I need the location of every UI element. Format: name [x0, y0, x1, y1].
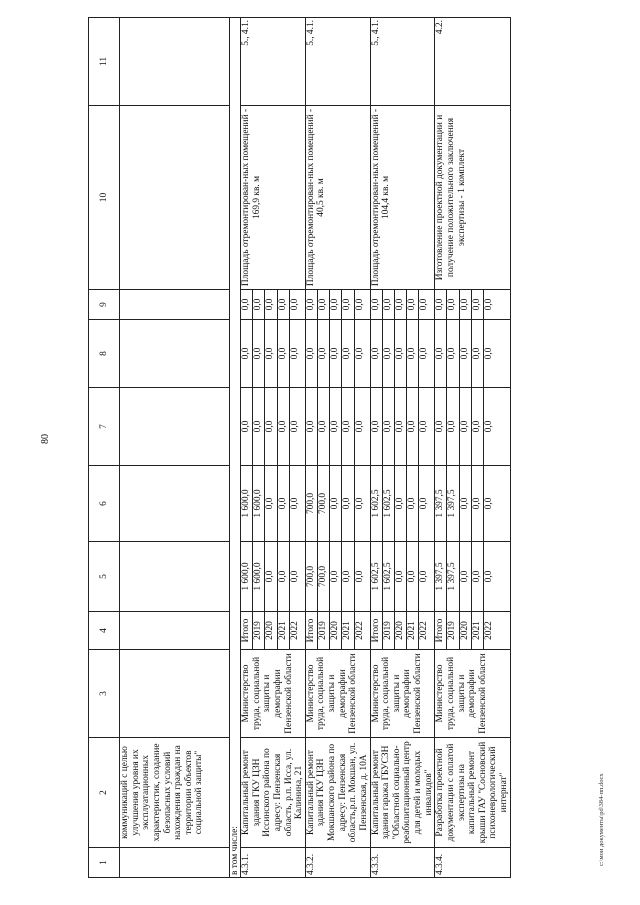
value-cell: 0,0: [241, 320, 253, 387]
col-header: 8: [89, 320, 120, 388]
table-row: [241, 18, 306, 878]
task-ref: 5., 4.1.: [370, 18, 435, 106]
values-c5: [241, 542, 306, 612]
value-cell: 2019: [318, 612, 330, 649]
col-header: 7: [89, 388, 120, 466]
task-ref: 4.2.: [435, 18, 510, 106]
value-cell: 0,0: [289, 298, 300, 311]
value-cell: 0,0: [460, 466, 472, 541]
value-cell: 1 602,5: [371, 466, 383, 541]
indicator: Изготовление проектной документации и получение положительного заключения экспертизы - 1 комплект: [435, 106, 510, 290]
value-cell: Итого: [371, 612, 383, 649]
value-cell: 0,0: [484, 497, 494, 510]
values-years: [435, 612, 510, 650]
col-header: 3: [89, 650, 120, 738]
value-cell: 0,0: [330, 320, 342, 387]
col-header: 9: [89, 290, 120, 320]
value-cell: 2019: [383, 612, 395, 649]
value-cell: 0,0: [395, 542, 407, 611]
values-c9: [241, 290, 306, 320]
value-cell: 700,0: [306, 466, 318, 541]
executor: Министерство труда, социальной защиты и демографии Пензенской области: [241, 650, 306, 738]
values-c6: [305, 466, 370, 542]
value-cell: 0,0: [371, 388, 383, 465]
value-cell: 0,0: [318, 388, 330, 465]
values-c7: [241, 388, 306, 466]
values-years: [305, 612, 370, 650]
value-cell: 0,0: [460, 320, 472, 387]
col-header: 6: [89, 466, 120, 542]
value-cell: 0,0: [354, 298, 365, 311]
value-cell: 2019: [447, 612, 459, 649]
values-years: [241, 612, 306, 650]
row-number: 4.3.3.: [370, 848, 435, 878]
value-cell: 0,0: [472, 542, 484, 611]
value-cell: 0,0: [371, 320, 383, 387]
value-cell: 0,0: [407, 290, 419, 319]
value-cell: 2022: [419, 621, 430, 640]
value-cell: 0,0: [354, 570, 365, 583]
value-cell: Итого: [306, 612, 318, 649]
value-cell: 1 600,0: [241, 466, 253, 541]
executor: Министерство труда, социальной защиты и демографии Пензенской области: [435, 650, 510, 738]
value-cell: 2020: [330, 612, 342, 649]
value-cell: 0,0: [342, 542, 354, 611]
value-cell: 1 602,5: [371, 542, 383, 611]
value-cell: 0,0: [330, 542, 342, 611]
value-cell: 0,0: [342, 320, 354, 387]
col-header: 10: [89, 106, 120, 290]
value-cell: 0,0: [330, 388, 342, 465]
value-cell: 0,0: [318, 290, 330, 319]
value-cell: 0,0: [484, 420, 494, 433]
value-cell: 700,0: [318, 466, 330, 541]
value-cell: 0,0: [407, 542, 419, 611]
values-c9: [435, 290, 510, 320]
value-cell: 700,0: [318, 542, 330, 611]
value-cell: 0,0: [265, 320, 277, 387]
value-cell: 2020: [265, 612, 277, 649]
value-cell: Итого: [241, 612, 253, 649]
value-cell: 0,0: [265, 466, 277, 541]
value-cell: 0,0: [253, 290, 265, 319]
col-header: 11: [89, 18, 120, 106]
value-cell: 0,0: [407, 388, 419, 465]
value-cell: 0,0: [278, 388, 290, 465]
value-cell: 0,0: [306, 320, 318, 387]
value-cell: 0,0: [265, 388, 277, 465]
col-header: 4: [89, 612, 120, 650]
value-cell: 0,0: [241, 290, 253, 319]
value-cell: 0,0: [289, 570, 300, 583]
measure-name: Разработка проектной документации с оплатой экспертизы на капитальный ремонт крыши ГАУ "Сосновский психоневрологический интернат": [435, 738, 510, 848]
value-cell: 1 397,5: [447, 466, 459, 541]
values-years: [370, 612, 435, 650]
value-cell: 2021: [342, 612, 354, 649]
table-row: [435, 18, 510, 878]
value-cell: 0,0: [289, 347, 300, 360]
value-cell: 0,0: [342, 388, 354, 465]
value-cell: 0,0: [435, 388, 447, 465]
task-ref: 5., 4.1.: [241, 18, 306, 106]
value-cell: 0,0: [383, 290, 395, 319]
value-cell: 0,0: [383, 320, 395, 387]
row-number: 4.3.2.: [305, 848, 370, 878]
value-cell: 2022: [289, 621, 300, 640]
value-cell: 0,0: [289, 497, 300, 510]
value-cell: 0,0: [342, 466, 354, 541]
value-cell: 700,0: [306, 542, 318, 611]
value-cell: 0,0: [265, 542, 277, 611]
value-cell: 2022: [354, 621, 365, 640]
value-cell: 0,0: [395, 320, 407, 387]
value-cell: 0,0: [330, 290, 342, 319]
value-cell: 1 602,5: [383, 542, 395, 611]
program-table: [88, 17, 511, 878]
value-cell: 0,0: [330, 466, 342, 541]
row-number: 4.3.1.: [241, 848, 306, 878]
values-c6: [241, 466, 306, 542]
value-cell: 0,0: [342, 290, 354, 319]
indicator: Площадь отремонтирован-ных помещений - 169,9 кв. м: [241, 106, 306, 290]
value-cell: 0,0: [371, 290, 383, 319]
footer-path: c:\мои документы\pd\384-пп.docx: [598, 773, 605, 866]
value-cell: 0,0: [265, 290, 277, 319]
table-row: [370, 18, 435, 878]
indicator: Площадь отремонтирован-ных помещений - 104,4 кв. м: [370, 106, 435, 290]
value-cell: 0,0: [419, 347, 430, 360]
measure-name: Капитальный ремонт здания гаража ГБУСЗН "Областной социально-реабилитационный центр для детей и молодых инвалидов": [370, 738, 435, 848]
value-cell: 0,0: [306, 290, 318, 319]
values-c8: [370, 320, 435, 388]
values-c7: [435, 388, 510, 466]
value-cell: 0,0: [253, 388, 265, 465]
value-cell: 0,0: [419, 298, 430, 311]
value-cell: 0,0: [289, 420, 300, 433]
col-header: 1: [89, 848, 120, 878]
value-cell: 1 397,5: [435, 542, 447, 611]
value-cell: 0,0: [435, 320, 447, 387]
values-c6: [370, 466, 435, 542]
value-cell: 0,0: [253, 320, 265, 387]
value-cell: 2021: [407, 612, 419, 649]
values-c5: [435, 542, 510, 612]
value-cell: 0,0: [354, 420, 365, 433]
value-cell: 0,0: [354, 497, 365, 510]
value-cell: 0,0: [460, 542, 472, 611]
table-row: [305, 18, 370, 878]
value-cell: 0,0: [472, 388, 484, 465]
subheading-row: [230, 18, 241, 878]
value-cell: 0,0: [460, 388, 472, 465]
intro-row: [120, 18, 230, 878]
indicator: Площадь отремонтирован-ных помещений - 40,5 кв. м: [305, 106, 370, 290]
values-c5: [370, 542, 435, 612]
values-c8: [241, 320, 306, 388]
value-cell: 0,0: [460, 290, 472, 319]
value-cell: 0,0: [278, 290, 290, 319]
value-cell: 0,0: [395, 466, 407, 541]
value-cell: 0,0: [395, 290, 407, 319]
values-c8: [305, 320, 370, 388]
value-cell: 2021: [472, 612, 484, 649]
value-cell: 1 397,5: [447, 542, 459, 611]
values-c9: [370, 290, 435, 320]
page-number: 80: [40, 434, 51, 444]
value-cell: 0,0: [241, 388, 253, 465]
value-cell: 0,0: [306, 388, 318, 465]
value-cell: Итого: [435, 612, 447, 649]
value-cell: 0,0: [407, 466, 419, 541]
value-cell: 1 602,5: [383, 466, 395, 541]
value-cell: 0,0: [419, 570, 430, 583]
v-tom-chisle-label: в том числе:: [230, 18, 241, 878]
rotated-table-container: [88, 18, 582, 878]
value-cell: 0,0: [278, 466, 290, 541]
value-cell: 1 600,0: [241, 542, 253, 611]
measure-name: Капитальный ремонт здания ГКУ ЦЗН Мокшанского района по адресу: Пензенская область,р.п. Мокшан, ул. Пензенская, д. 10А: [305, 738, 370, 848]
value-cell: 0,0: [419, 420, 430, 433]
value-cell: 0,0: [484, 298, 494, 311]
executor: Министерство труда, социальной защиты и демографии Пензенской области: [370, 650, 435, 738]
value-cell: 2020: [460, 612, 472, 649]
value-cell: 1 600,0: [253, 466, 265, 541]
value-cell: 0,0: [472, 290, 484, 319]
value-cell: 0,0: [318, 320, 330, 387]
value-cell: 2021: [278, 612, 290, 649]
values-c5: [305, 542, 370, 612]
value-cell: 0,0: [278, 320, 290, 387]
values-c8: [435, 320, 510, 388]
value-cell: 2019: [253, 612, 265, 649]
value-cell: 1 600,0: [253, 542, 265, 611]
value-cell: 0,0: [447, 320, 459, 387]
values-c6: [435, 466, 510, 542]
value-cell: 0,0: [435, 290, 447, 319]
values-c7: [305, 388, 370, 466]
value-cell: 2022: [484, 621, 494, 640]
value-cell: 0,0: [395, 388, 407, 465]
col-header: 2: [89, 738, 120, 848]
value-cell: 0,0: [407, 320, 419, 387]
value-cell: 0,0: [278, 542, 290, 611]
value-cell: 0,0: [484, 347, 494, 360]
executor: Министерство труда, социальной защиты и демографии Пензенской области: [305, 650, 370, 738]
row-number: 4.3.4.: [435, 848, 510, 878]
values-c7: [370, 388, 435, 466]
value-cell: 0,0: [447, 388, 459, 465]
value-cell: 0,0: [447, 290, 459, 319]
value-cell: 0,0: [383, 388, 395, 465]
intro-text: коммуникаций с целью улучшения уровня их эксплуатационных характеристик, создание безопасных условий нахождения граждан на территории объектов социальной защиты": [120, 738, 230, 848]
value-cell: 0,0: [354, 347, 365, 360]
value-cell: 0,0: [472, 466, 484, 541]
measure-name: Капитальный ремонт здания ГКУ ЦЗН Иссинского района по адресу: Пензенская область, р.п. Исса, ул. Калинина, 21: [241, 738, 306, 848]
value-cell: 1 397,5: [435, 466, 447, 541]
values-c9: [305, 290, 370, 320]
col-header: 5: [89, 542, 120, 612]
column-number-row: [89, 18, 120, 878]
value-cell: 2020: [395, 612, 407, 649]
task-ref: 5., 4.1.: [305, 18, 370, 106]
value-cell: 0,0: [484, 570, 494, 583]
value-cell: 0,0: [419, 497, 430, 510]
value-cell: 0,0: [472, 320, 484, 387]
